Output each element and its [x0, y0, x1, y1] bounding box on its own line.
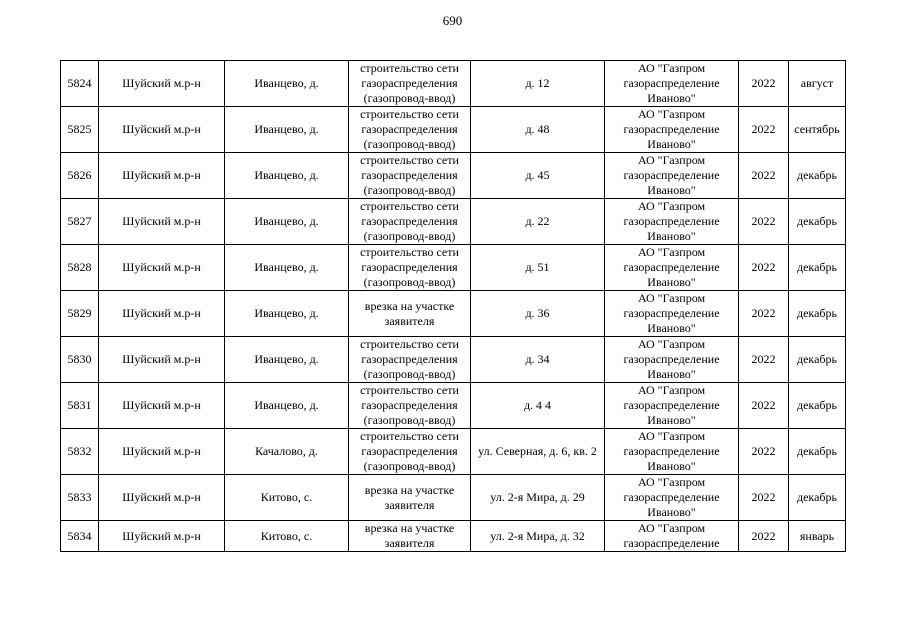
locality-cell-text: Качалово, д.	[255, 444, 318, 458]
month-cell-text: декабрь	[797, 306, 837, 320]
year-cell-text: 2022	[751, 306, 776, 320]
row-number-cell-text: 5833	[67, 490, 92, 504]
organization-cell	[605, 521, 739, 552]
row-number-cell-text: 5825	[67, 122, 92, 136]
organization-cell	[605, 337, 739, 383]
month-cell-text: январь	[799, 528, 835, 543]
work-type-cell	[349, 475, 471, 521]
organization-cell-text: АО "Газпром газораспределение	[623, 521, 720, 550]
address-cell	[471, 475, 605, 521]
year-cell-text: 2022	[751, 122, 776, 136]
address-cell-text: д. 45	[525, 168, 550, 182]
row-number-cell-text: 5827	[67, 214, 92, 228]
row-number-cell-text: 5832	[67, 444, 92, 458]
address-cell	[471, 245, 605, 291]
work-type-cell	[349, 383, 471, 429]
locality-cell	[225, 475, 349, 521]
locality-cell	[225, 291, 349, 337]
month-cell-text: декабрь	[797, 352, 837, 366]
district-cell-text: Шуйский м.р-н	[122, 444, 201, 458]
locality-cell-text: Иванцево, д.	[254, 76, 319, 90]
address-cell-text: ул. Северная, д. 6, кв. 2	[478, 444, 597, 458]
locality-cell-text: Китово, с.	[260, 490, 313, 504]
address-cell	[471, 199, 605, 245]
address-cell	[471, 337, 605, 383]
work-type-cell-text: строительство сети газораспределения (газопровод-ввод)	[360, 429, 459, 473]
work-type-cell	[349, 521, 471, 552]
month-cell	[789, 107, 846, 153]
table-row	[61, 61, 846, 107]
year-cell-text: 2022	[751, 214, 776, 228]
year-cell	[739, 153, 789, 199]
table-row	[61, 199, 846, 245]
work-type-cell-text: строительство сети газораспределения (газопровод-ввод)	[360, 153, 459, 197]
month-cell	[789, 383, 846, 429]
month-cell	[789, 245, 846, 291]
locality-cell-text: Китово, с.	[260, 528, 313, 543]
table-body	[61, 61, 846, 552]
work-type-cell-text: строительство сети газораспределения (газопровод-ввод)	[360, 61, 459, 105]
table-row	[61, 107, 846, 153]
organization-cell	[605, 61, 739, 107]
address-cell	[471, 383, 605, 429]
month-cell	[789, 291, 846, 337]
address-cell-text: д. 22	[525, 214, 550, 228]
row-number-cell-text: 5824	[67, 76, 92, 90]
work-type-cell	[349, 429, 471, 475]
address-cell	[471, 107, 605, 153]
district-cell	[99, 429, 225, 475]
row-number-cell-text: 5826	[67, 168, 92, 182]
work-type-cell-text: строительство сети газораспределения (газопровод-ввод)	[360, 383, 459, 427]
organization-cell-text: АО "Газпром газораспределение Иваново"	[623, 199, 720, 243]
row-number-cell	[61, 291, 99, 337]
row-number-cell-text: 5830	[67, 352, 92, 366]
district-cell-text: Шуйский м.р-н	[122, 490, 201, 504]
address-cell-text: д. 51	[525, 260, 550, 274]
address-cell	[471, 521, 605, 552]
month-cell	[789, 153, 846, 199]
address-cell-text: д. 12	[525, 76, 550, 90]
organization-cell-text: АО "Газпром газораспределение Иваново"	[623, 61, 720, 105]
year-cell	[739, 383, 789, 429]
address-cell	[471, 61, 605, 107]
district-cell	[99, 521, 225, 552]
year-cell	[739, 245, 789, 291]
locality-cell-text: Иванцево, д.	[254, 306, 319, 320]
district-cell	[99, 61, 225, 107]
row-number-cell-text: 5828	[67, 260, 92, 274]
locality-cell	[225, 337, 349, 383]
month-cell-text: декабрь	[797, 214, 837, 228]
month-cell	[789, 429, 846, 475]
locality-cell-text: Иванцево, д.	[254, 122, 319, 136]
row-number-cell	[61, 245, 99, 291]
page-number: 690	[442, 13, 463, 28]
year-cell	[739, 475, 789, 521]
district-cell-text: Шуйский м.р-н	[122, 528, 201, 543]
locality-cell	[225, 521, 349, 552]
district-cell	[99, 337, 225, 383]
locality-cell	[225, 61, 349, 107]
work-type-cell	[349, 337, 471, 383]
district-cell-text: Шуйский м.р-н	[122, 76, 201, 90]
organization-cell-text: АО "Газпром газораспределение Иваново"	[623, 337, 720, 381]
month-cell-text: сентябрь	[794, 122, 840, 136]
row-number-cell	[61, 199, 99, 245]
work-type-cell-text: врезка на участке заявителя	[364, 482, 455, 512]
work-type-cell	[349, 199, 471, 245]
work-type-cell-text: врезка на участке заявителя	[364, 521, 455, 550]
month-cell	[789, 521, 846, 552]
month-cell	[789, 337, 846, 383]
year-cell-text: 2022	[751, 444, 776, 458]
work-type-cell	[349, 61, 471, 107]
address-cell-text: д. 4 4	[523, 398, 552, 412]
organization-cell-text: АО "Газпром газораспределение Иваново"	[623, 153, 720, 197]
table-row	[61, 245, 846, 291]
row-number-cell	[61, 383, 99, 429]
row-number-cell	[61, 107, 99, 153]
district-cell-text: Шуйский м.р-н	[122, 352, 201, 366]
organization-cell	[605, 199, 739, 245]
organization-cell-text: АО "Газпром газораспределение Иваново"	[623, 475, 720, 519]
month-cell-text: декабрь	[797, 398, 837, 412]
work-type-cell-text: врезка на участке заявителя	[364, 298, 455, 328]
year-cell-text: 2022	[751, 76, 776, 90]
locality-cell-text: Иванцево, д.	[254, 260, 319, 274]
row-number-cell-text: 5831	[67, 398, 92, 412]
year-cell-text: 2022	[751, 168, 776, 182]
row-number-cell	[61, 61, 99, 107]
district-cell-text: Шуйский м.р-н	[122, 122, 201, 136]
organization-cell	[605, 475, 739, 521]
year-cell	[739, 107, 789, 153]
month-cell-text: август	[800, 76, 834, 90]
locality-cell	[225, 107, 349, 153]
year-cell-text: 2022	[751, 398, 776, 412]
district-cell	[99, 291, 225, 337]
district-cell-text: Шуйский м.р-н	[122, 168, 201, 182]
organization-cell	[605, 383, 739, 429]
work-type-cell-text: строительство сети газораспределения (газопровод-ввод)	[360, 337, 459, 381]
organization-cell	[605, 429, 739, 475]
year-cell	[739, 429, 789, 475]
row-number-cell	[61, 521, 99, 552]
address-cell-text: д. 36	[525, 306, 550, 320]
locality-cell	[225, 383, 349, 429]
district-cell-text: Шуйский м.р-н	[122, 214, 201, 228]
month-cell-text: декабрь	[797, 168, 837, 182]
gas-connection-table	[60, 60, 846, 552]
organization-cell-text: АО "Газпром газораспределение Иваново"	[623, 429, 720, 473]
locality-cell-text: Иванцево, д.	[254, 352, 319, 366]
locality-cell-text: Иванцево, д.	[254, 214, 319, 228]
district-cell	[99, 475, 225, 521]
address-cell-text: ул. 2-я Мира, д. 29	[490, 490, 585, 504]
district-cell	[99, 199, 225, 245]
row-number-cell	[61, 153, 99, 199]
work-type-cell-text: строительство сети газораспределения (газопровод-ввод)	[360, 107, 459, 151]
year-cell	[739, 61, 789, 107]
organization-cell-text: АО "Газпром газораспределение Иваново"	[623, 107, 720, 151]
month-cell	[789, 475, 846, 521]
district-cell	[99, 107, 225, 153]
work-type-cell-text: строительство сети газораспределения (газопровод-ввод)	[360, 245, 459, 289]
organization-cell-text: АО "Газпром газораспределение Иваново"	[623, 291, 720, 335]
year-cell-text: 2022	[751, 528, 776, 543]
work-type-cell	[349, 291, 471, 337]
locality-cell-text: Иванцево, д.	[254, 168, 319, 182]
table-row	[61, 337, 846, 383]
locality-cell	[225, 199, 349, 245]
row-number-cell-text: 5829	[67, 306, 92, 320]
address-cell	[471, 429, 605, 475]
district-cell	[99, 153, 225, 199]
table-row	[61, 521, 846, 552]
locality-cell-text: Иванцево, д.	[254, 398, 319, 412]
organization-cell-text: АО "Газпром газораспределение Иваново"	[623, 383, 720, 427]
table-row	[61, 429, 846, 475]
year-cell	[739, 291, 789, 337]
row-number-cell	[61, 475, 99, 521]
row-number-cell-text: 5834	[67, 528, 92, 543]
table-row	[61, 475, 846, 521]
year-cell-text: 2022	[751, 352, 776, 366]
address-cell	[471, 291, 605, 337]
district-cell-text: Шуйский м.р-н	[122, 306, 201, 320]
district-cell	[99, 245, 225, 291]
month-cell-text: декабрь	[797, 444, 837, 458]
organization-cell	[605, 291, 739, 337]
organization-cell	[605, 153, 739, 199]
year-cell	[739, 199, 789, 245]
year-cell-text: 2022	[751, 260, 776, 274]
work-type-cell	[349, 153, 471, 199]
district-cell-text: Шуйский м.р-н	[122, 398, 201, 412]
row-number-cell	[61, 429, 99, 475]
address-cell-text: д. 48	[525, 122, 550, 136]
month-cell-text: декабрь	[797, 260, 837, 274]
year-cell	[739, 521, 789, 552]
locality-cell	[225, 153, 349, 199]
locality-cell	[225, 245, 349, 291]
address-cell	[471, 153, 605, 199]
organization-cell-text: АО "Газпром газораспределение Иваново"	[623, 245, 720, 289]
month-cell	[789, 199, 846, 245]
row-number-cell	[61, 337, 99, 383]
district-cell-text: Шуйский м.р-н	[122, 260, 201, 274]
work-type-cell	[349, 107, 471, 153]
work-type-cell	[349, 245, 471, 291]
table-row	[61, 153, 846, 199]
year-cell-text: 2022	[751, 490, 776, 504]
district-cell	[99, 383, 225, 429]
month-cell	[789, 61, 846, 107]
address-cell-text: д. 34	[525, 352, 550, 366]
table-row	[61, 291, 846, 337]
organization-cell	[605, 245, 739, 291]
address-cell-text: ул. 2-я Мира, д. 32	[490, 528, 585, 543]
locality-cell	[225, 429, 349, 475]
organization-cell	[605, 107, 739, 153]
year-cell	[739, 337, 789, 383]
table-row	[61, 383, 846, 429]
work-type-cell-text: строительство сети газораспределения (газопровод-ввод)	[360, 199, 459, 243]
month-cell-text: декабрь	[797, 490, 837, 504]
